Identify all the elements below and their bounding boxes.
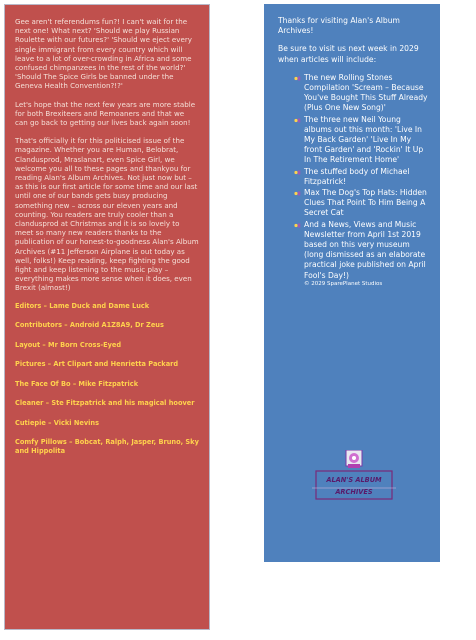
article-label: The stuffed body of Michael Fitzpatrick! — [304, 166, 410, 186]
upcoming-articles-list — [278, 73, 428, 281]
intro-text: Thanks for visiting Alan's Album Archives! — [278, 16, 400, 36]
article-label: Max The Dog's Top Hats: Hidden Clues That Point To Him Being A Secret Cat — [304, 188, 427, 218]
list-item — [294, 188, 428, 219]
credit-contributors: Contributors – Android A1Z8A9, Dr Zeus — [15, 321, 164, 330]
list-item — [294, 220, 428, 281]
bullet-icon — [294, 117, 301, 124]
list-item — [294, 73, 428, 114]
left-column — [4, 4, 210, 630]
bullet-icon — [294, 75, 301, 82]
credit-pictures: Pictures – Art Clipart and Henrietta Packard — [15, 360, 179, 369]
list-item — [294, 115, 428, 166]
paragraph-closing: That's officially it for this politicised issue of the magazine. Whether you are Human, Belobrat, Clandusprod, Mraslanart, even Spice Girl, we welcome you all to these pages and thankyou for reading Alan's Album Archives. Not just now but – as this is our first article for some time and our last until one of our bands gets busy producing something new – across our eleven years and counting. You readers are truly cooler than a clandusprod at Christmas and it is so lovely to meet so many new readers thanks to the publication of our honest-to-goodness Alan's Album Archives (#11 Jefferson Airplane is out today as well, folks!) Keep reading, keep fighting the good fight and keep listening to the music play – everything makes more sense when it does, even Brexit (almost!) — [15, 136, 199, 293]
credits-list — [15, 302, 199, 457]
credit-cleaner: Cleaner – Ste Fitzpatrick and his magical hoover — [15, 399, 195, 408]
credit-layout: Layout – Mr Born Cross-Eyed — [15, 340, 122, 349]
credit-comfy-pillows: Comfy Pillows – Bobcat, Ralph, Jasper, Bruno, Sky and Hippolita — [15, 438, 199, 456]
article-label: The three new Neil Young albums out this month: 'Live In My Back Garden' 'Live In My front Garden' and 'Rockin' It Up In The Retirement Home' — [304, 114, 424, 165]
lead-text: Be sure to visit us next week in 2029 when articles will include: — [278, 44, 419, 64]
copyright-text: © 2029 SparePlanet Studios — [304, 280, 383, 287]
bullet-icon — [294, 222, 301, 229]
logo-line-1: ALAN'S ALBUM — [326, 476, 382, 484]
paragraph-stability: Let's hope that the next few years are more stable for both Brexiteers and Remoaners and that we can go back to getting our lives back again soon! — [15, 99, 196, 128]
paragraph-referendums: Gee aren't referendums fun?! I can't wait for the next one! What next? 'Should we play Russian Roulette with our futures?' 'Should we eject every single immigrant from every country which will leave to a lot of over-crowding in Africa and some confused chimpanzees in the rest of the world?' 'Should The Spice Girls be banned under the Geneva Health Convention?!?' — [15, 17, 192, 91]
credit-editors: Editors – Lame Duck and Dame Luck — [15, 301, 150, 310]
article-label: The new Rolling Stones Compilation 'Scream – Because You've Bought This Stuff Already (Plus One New Song)' — [304, 72, 428, 113]
credit-face-of-bo: The Face Of Bo – Mike Fitzpatrick — [15, 379, 139, 388]
credit-cutiepie: Cutiepie – Vicki Nevins — [15, 418, 100, 427]
album-archives-logo — [304, 450, 404, 516]
list-item — [294, 167, 428, 187]
bullet-icon — [294, 190, 301, 197]
right-column — [264, 4, 440, 562]
article-label: And a News, Views and Music Newsletter from April 1st 2019 based on this very museum (long dismissed as an elaborate practical joke published on April Fool's Day!) — [304, 219, 426, 280]
bullet-icon — [294, 169, 301, 176]
logo-line-2: ARCHIVES — [335, 488, 373, 496]
